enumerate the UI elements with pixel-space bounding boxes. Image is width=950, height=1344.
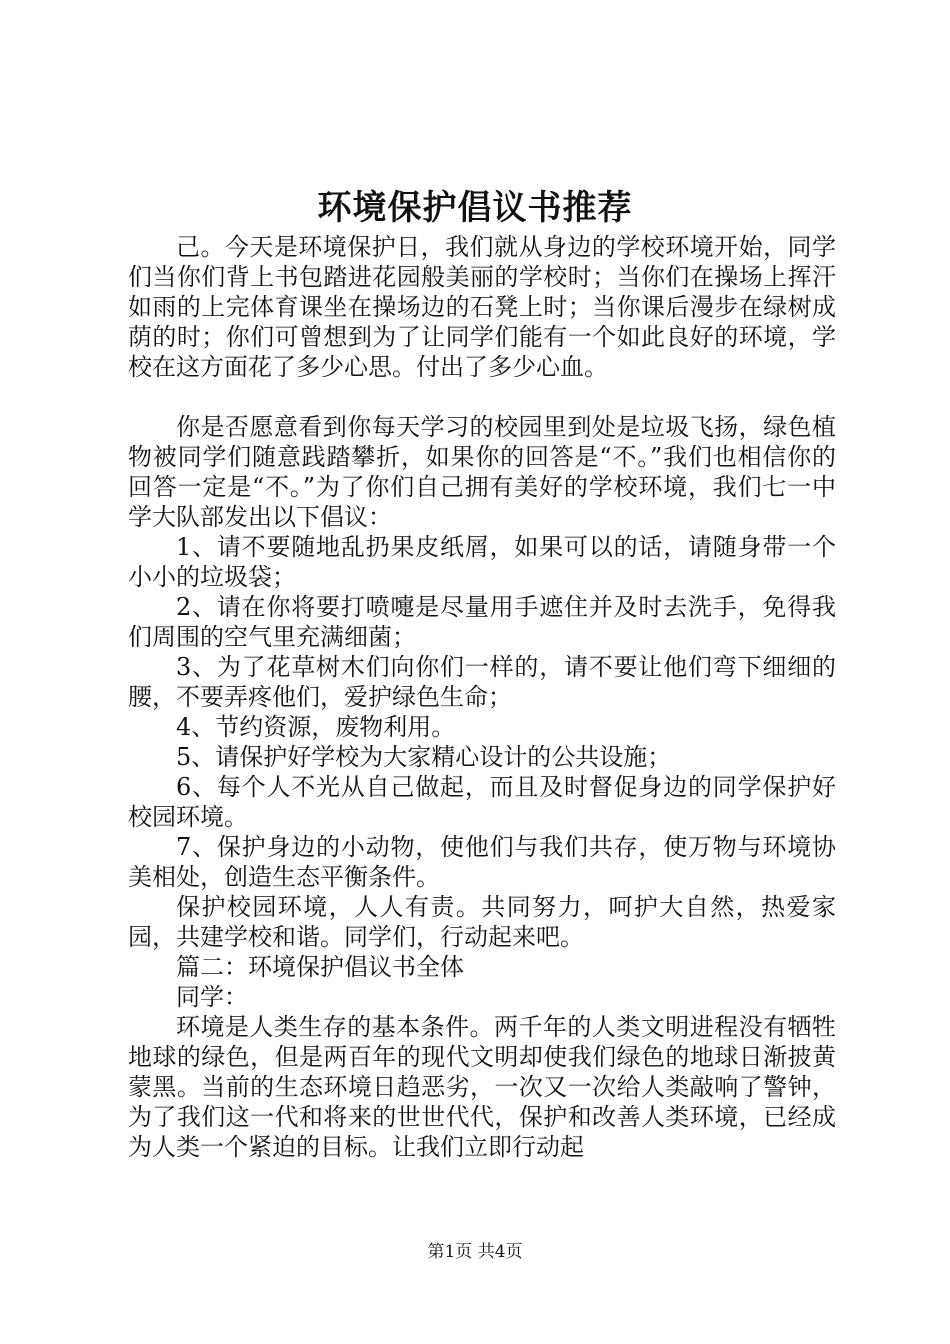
paragraph-proposal-5: 5、请保护好学校为大家精心设计的公共设施； (176, 743, 672, 771)
paragraph-intro: 己。今天是环境保护日，我们就从身边的学校环境开始，同学们当你们背上书包踏进花园般美丽的学校时；当你们在操场上挥汗如雨的上完体育课坐在操场边的石凳上时；当你课后漫步在绿树成荫的时；你们可曾想到为了让同学们能有一个如此良好的环境，学校在这方面花了多少心思。付出了多少心血。 (128, 233, 836, 381)
paragraph-section-heading: 篇二：环境保护倡议书全体 (176, 953, 464, 981)
paragraph-closing: 保护校园环境，人人有责。共同努力，呵护大自然，热爱家园，共建学校和谐。同学们，行动起来吧。 (128, 893, 836, 951)
document-title: 环境保护倡议书推荐 (317, 188, 633, 228)
page-number-footer: 第1页 共4页 (427, 1242, 523, 1262)
paragraph-proposal-7: 7、保护身边的小动物，使他们与我们共存，使万物与环境协美相处，创造生态平衡条件。 (128, 833, 836, 891)
paragraph-environment: 环境是人类生存的基本条件。两千年的人类文明进程没有牺牲地球的绿色，但是两百年的现代文明却使我们绿色的地球日渐披黄蒙黑。当前的生态环境日趋恶劣，一次又一次给人类敲响了警钟，为了我们这一代和将来的世世代代，保护和改善人类环境，已经成为人类一个紧迫的目标。让我们立即行动起 (128, 1013, 836, 1161)
paragraph-proposal-4: 4、节约资源，废物利用。 (176, 713, 456, 741)
paragraph-proposal-6: 6、每个人不光从自己做起，而且及时督促身边的同学保护好校园环境。 (128, 773, 836, 831)
paragraph-proposal-2: 2、请在你将要打喷嚏是尽量用手遮住并及时去洗手，免得我们周围的空气里充满细菌； (128, 593, 836, 651)
paragraph-proposal-3: 3、为了花草树木们向你们一样的，请不要让他们弯下细细的腰，不要弄疼他们，爱护绿色生命； (128, 653, 836, 711)
paragraph-proposal-1: 1、请不要随地乱扔果皮纸屑，如果可以的话，请随身带一个小小的垃圾袋； (128, 533, 836, 591)
document-body (128, 232, 836, 1162)
paragraph-question: 你是否愿意看到你每天学习的校园里到处是垃圾飞扬，绿色植物被同学们随意践踏攀折，如果你的回答是“不。”我们也相信你的回答一定是“不。”为了你们自己拥有美好的学校环境，我们七一中学大队部发出以下倡议： (128, 413, 836, 531)
paragraph-salutation: 同学： (176, 983, 248, 1011)
